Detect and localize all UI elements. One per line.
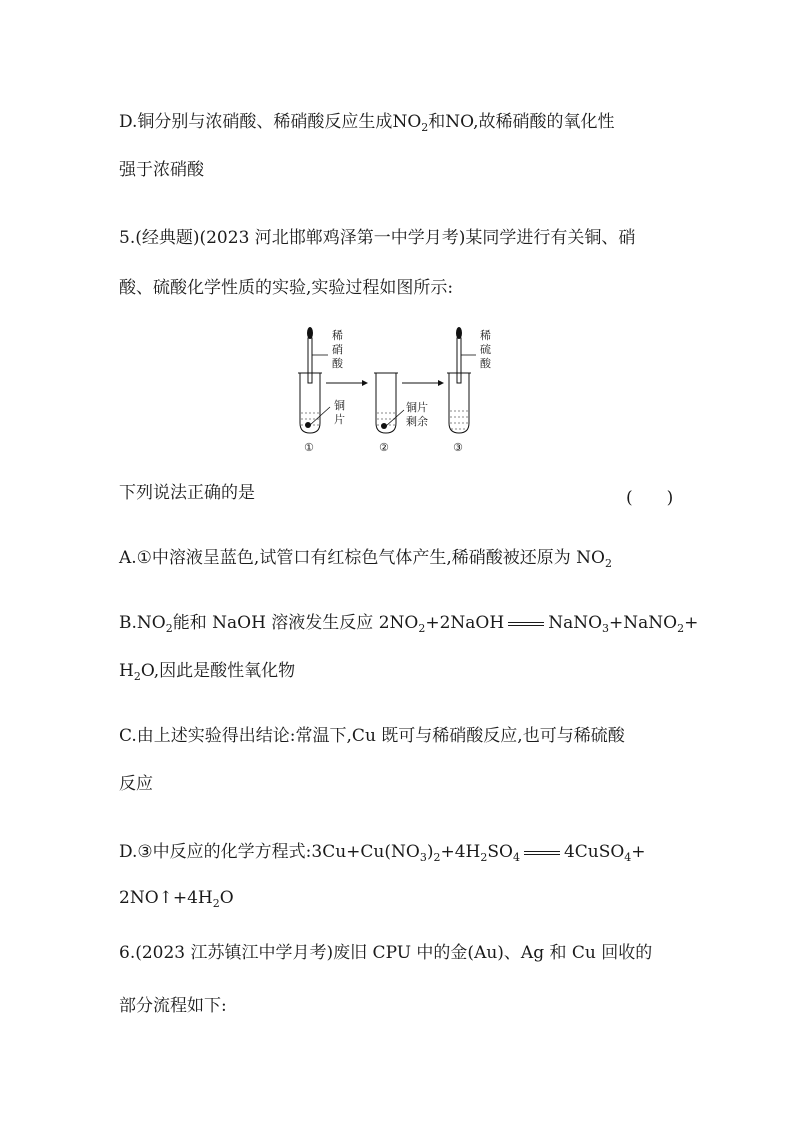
tube1-label-2: 片 [334,413,345,426]
q5-option-b-line1: $B.NO_2$能和 NaOH 溶液发生反应 $2NO_2+2NaOH$ NaNO$_3$+NaNO$_2$+ [119,613,699,635]
equals-sign [508,622,544,626]
q5-option-c-line1: C.由上述实验得出结论:常温下,Cu 既可与稀硝酸反应,也可与稀硫酸 [119,726,625,746]
tube2-label-2: 剩余 [406,415,428,428]
q6-stem-line1: 6.(2023 江苏镇江中学月考)废旧 CPU 中的金(Au)、Ag 和 Cu 回收的 [119,943,653,963]
test-tube-1 [298,373,322,433]
tube1-label-1: 铜 [334,399,345,412]
tube1-reagent-3: 酸 [332,357,343,370]
q5-stem-line2: 酸、硫酸化学性质的实验,实验过程如图所示: [119,278,454,298]
q5-option-c-line2: 反应 [119,774,153,794]
experiment-figure [290,325,510,455]
num-2: ② [379,441,389,454]
test-tube-2 [374,373,398,433]
num-1: ① [304,441,314,454]
tube3-reagent-2: 硫 [480,343,491,356]
equals-sign-2 [524,851,560,855]
q5-prompt: 下列说法正确的是 [119,483,255,503]
num-3: ③ [453,441,463,454]
q5-option-b-line2: $H_2O$,因此是酸性氧化物 [119,661,296,683]
q5-option-d-line1: D.③中反应的化学方程式$:3Cu+Cu(NO_3)_2+4H_2SO_4$ 4CuSO$_4$+ [119,842,646,864]
tube1-reagent-1: 稀 [332,329,343,342]
option-d-prev-line1: D.铜分别与浓硝酸、稀硝酸反应生成$NO_2$和NO,故稀硝酸的氧化性 [119,112,615,134]
q5-option-a: A.①中溶液呈蓝色,试管口有红棕色气体产生,稀硝酸被还原为 $NO_2$ [119,548,612,570]
q5-stem-line1: 5.(经典题)(2023 河北邯郸鸡泽第一中学月考)某同学进行有关铜、硝 [119,228,636,248]
test-tube-3 [447,373,471,433]
q6-stem-line2: 部分流程如下: [119,996,227,1016]
q5-option-d-line2: $2NO↑+4H_2O$ [119,888,234,910]
tube2-label-1: 铜片 [406,401,428,414]
option-d-prev-line2: 强于浓硝酸 [119,160,204,180]
tube3-reagent-1: 稀 [480,329,491,342]
tube1-reagent-2: 硝 [332,343,343,356]
tube3-reagent-3: 酸 [480,357,491,370]
answer-bracket: ( ) [626,488,674,508]
